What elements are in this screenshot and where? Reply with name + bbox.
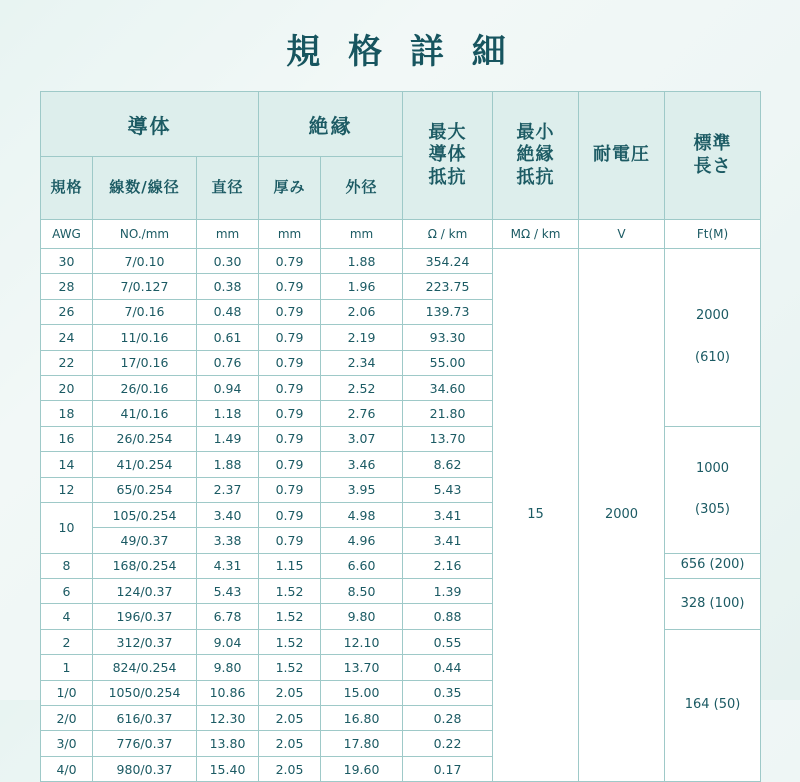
cell-thickness: 2.05 — [259, 756, 321, 781]
cell-diameter: 10.86 — [197, 680, 259, 705]
subheader-diameter: 直径 — [197, 157, 259, 220]
cell-resistance: 0.22 — [403, 731, 493, 756]
unit-no-mm: NO./mm — [93, 220, 197, 249]
cell-resistance: 3.41 — [403, 502, 493, 527]
cell-outer-diameter: 15.00 — [321, 680, 403, 705]
group-header-insulation: 絶縁 — [259, 92, 403, 157]
cell-thickness: 0.79 — [259, 502, 321, 527]
cell-thickness: 0.79 — [259, 452, 321, 477]
cell-awg: 6 — [41, 579, 93, 604]
cell-outer-diameter: 2.19 — [321, 325, 403, 350]
cell-thickness: 2.05 — [259, 680, 321, 705]
table-row — [41, 249, 761, 274]
cell-awg: 4/0 — [41, 756, 93, 781]
cell-outer-diameter: 2.06 — [321, 299, 403, 324]
cell-strands: 312/0.37 — [93, 629, 197, 654]
cell-thickness: 0.79 — [259, 528, 321, 553]
cell-strands: 824/0.254 — [93, 655, 197, 680]
cell-outer-diameter: 19.60 — [321, 756, 403, 781]
cell-awg: 14 — [41, 452, 93, 477]
cell-awg: 16 — [41, 426, 93, 451]
subheader-outer-diameter: 外径 — [321, 157, 403, 220]
cell-outer-diameter: 3.07 — [321, 426, 403, 451]
cell-resistance: 13.70 — [403, 426, 493, 451]
cell-thickness: 2.05 — [259, 731, 321, 756]
cell-strands: 49/0.37 — [93, 528, 197, 553]
cell-outer-diameter: 2.52 — [321, 375, 403, 400]
cell-awg: 2 — [41, 629, 93, 654]
cell-thickness: 0.79 — [259, 426, 321, 451]
unit-ohm-km: Ω / km — [403, 220, 493, 249]
cell-resistance: 8.62 — [403, 452, 493, 477]
cell-diameter: 1.49 — [197, 426, 259, 451]
cell-diameter: 0.48 — [197, 299, 259, 324]
cell-strands: 7/0.127 — [93, 274, 197, 299]
unit-volt: V — [579, 220, 665, 249]
header-row-units — [41, 220, 761, 249]
cell-awg: 22 — [41, 350, 93, 375]
cell-awg: 30 — [41, 249, 93, 274]
cell-resistance: 1.39 — [403, 579, 493, 604]
spec-table — [40, 91, 761, 782]
cell-standard-length: 1000 (305) — [665, 426, 761, 553]
cell-strands: 41/0.16 — [93, 401, 197, 426]
cell-awg: 26 — [41, 299, 93, 324]
cell-resistance: 2.16 — [403, 553, 493, 578]
cell-strands: 168/0.254 — [93, 553, 197, 578]
cell-awg: 28 — [41, 274, 93, 299]
cell-diameter: 12.30 — [197, 706, 259, 731]
cell-awg: 3/0 — [41, 731, 93, 756]
header-min-insulation-resistance: 最小 絶縁 抵抗 — [493, 92, 579, 220]
cell-thickness: 1.52 — [259, 629, 321, 654]
cell-diameter: 2.37 — [197, 477, 259, 502]
cell-strands: 17/0.16 — [93, 350, 197, 375]
subheader-strand-count-diameter: 線数/線径 — [93, 157, 197, 220]
table-body — [41, 249, 761, 782]
cell-awg: 18 — [41, 401, 93, 426]
cell-resistance: 93.30 — [403, 325, 493, 350]
cell-outer-diameter: 17.80 — [321, 731, 403, 756]
cell-thickness: 0.79 — [259, 325, 321, 350]
unit-awg: AWG — [41, 220, 93, 249]
cell-diameter: 0.61 — [197, 325, 259, 350]
cell-strands: 1050/0.254 — [93, 680, 197, 705]
cell-diameter: 1.18 — [197, 401, 259, 426]
cell-strands: 26/0.254 — [93, 426, 197, 451]
cell-strands: 7/0.16 — [93, 299, 197, 324]
cell-outer-diameter: 9.80 — [321, 604, 403, 629]
cell-diameter: 0.94 — [197, 375, 259, 400]
cell-resistance: 139.73 — [403, 299, 493, 324]
cell-resistance: 354.24 — [403, 249, 493, 274]
cell-thickness: 0.79 — [259, 401, 321, 426]
header-row-groups — [41, 92, 761, 157]
cell-resistance: 55.00 — [403, 350, 493, 375]
page-title: 規 格 詳 細 — [286, 32, 514, 72]
cell-strands: 776/0.37 — [93, 731, 197, 756]
cell-diameter: 9.04 — [197, 629, 259, 654]
cell-awg: 8 — [41, 553, 93, 578]
cell-resistance: 34.60 — [403, 375, 493, 400]
cell-awg: 1/0 — [41, 680, 93, 705]
cell-thickness: 0.79 — [259, 477, 321, 502]
cell-outer-diameter: 1.88 — [321, 249, 403, 274]
cell-diameter: 3.40 — [197, 502, 259, 527]
cell-resistance: 0.17 — [403, 756, 493, 781]
cell-diameter: 4.31 — [197, 553, 259, 578]
cell-outer-diameter: 3.46 — [321, 452, 403, 477]
header-standard-length: 標準 長さ — [665, 92, 761, 220]
cell-resistance: 0.55 — [403, 629, 493, 654]
unit-mm-diameter: mm — [197, 220, 259, 249]
cell-strands: 105/0.254 — [93, 502, 197, 527]
cell-outer-diameter: 12.10 — [321, 629, 403, 654]
cell-outer-diameter: 4.98 — [321, 502, 403, 527]
cell-thickness: 0.79 — [259, 274, 321, 299]
cell-resistance: 0.88 — [403, 604, 493, 629]
cell-thickness: 0.79 — [259, 375, 321, 400]
cell-thickness: 0.79 — [259, 350, 321, 375]
cell-resistance: 0.44 — [403, 655, 493, 680]
cell-thickness: 2.05 — [259, 706, 321, 731]
cell-standard-length: 656 (200) — [665, 553, 761, 578]
cell-diameter: 0.76 — [197, 350, 259, 375]
cell-diameter: 0.38 — [197, 274, 259, 299]
cell-thickness: 1.52 — [259, 579, 321, 604]
unit-mohm-km: MΩ / km — [493, 220, 579, 249]
cell-thickness: 1.15 — [259, 553, 321, 578]
cell-diameter: 15.40 — [197, 756, 259, 781]
header-withstand-voltage: 耐電圧 — [579, 92, 665, 220]
cell-awg: 4 — [41, 604, 93, 629]
cell-awg: 10 — [41, 502, 93, 553]
cell-strands: 26/0.16 — [93, 375, 197, 400]
unit-mm-thickness: mm — [259, 220, 321, 249]
cell-standard-length: 2000 (610) — [665, 249, 761, 427]
cell-outer-diameter: 3.95 — [321, 477, 403, 502]
cell-min-insulation-resistance: 15 — [493, 249, 579, 782]
cell-diameter: 3.38 — [197, 528, 259, 553]
cell-strands: 65/0.254 — [93, 477, 197, 502]
cell-strands: 124/0.37 — [93, 579, 197, 604]
cell-diameter: 6.78 — [197, 604, 259, 629]
cell-diameter: 5.43 — [197, 579, 259, 604]
cell-outer-diameter: 2.76 — [321, 401, 403, 426]
cell-outer-diameter: 2.34 — [321, 350, 403, 375]
cell-resistance: 3.41 — [403, 528, 493, 553]
cell-standard-length: 328 (100) — [665, 579, 761, 630]
cell-diameter: 9.80 — [197, 655, 259, 680]
subheader-standard: 規格 — [41, 157, 93, 220]
cell-outer-diameter: 8.50 — [321, 579, 403, 604]
cell-awg: 12 — [41, 477, 93, 502]
cell-strands: 7/0.10 — [93, 249, 197, 274]
spec-table-container — [40, 91, 760, 782]
cell-outer-diameter: 1.96 — [321, 274, 403, 299]
cell-resistance: 21.80 — [403, 401, 493, 426]
cell-resistance: 223.75 — [403, 274, 493, 299]
cell-outer-diameter: 16.80 — [321, 706, 403, 731]
cell-withstand-voltage: 2000 — [579, 249, 665, 782]
cell-resistance: 5.43 — [403, 477, 493, 502]
cell-strands: 980/0.37 — [93, 756, 197, 781]
cell-awg: 24 — [41, 325, 93, 350]
cell-awg: 2/0 — [41, 706, 93, 731]
header-max-conductor-resistance: 最大 導体 抵抗 — [403, 92, 493, 220]
unit-mm-outer: mm — [321, 220, 403, 249]
unit-ft-m: Ft(M) — [665, 220, 761, 249]
subheader-thickness: 厚み — [259, 157, 321, 220]
cell-diameter: 0.30 — [197, 249, 259, 274]
cell-strands: 196/0.37 — [93, 604, 197, 629]
cell-diameter: 13.80 — [197, 731, 259, 756]
cell-outer-diameter: 6.60 — [321, 553, 403, 578]
cell-thickness: 1.52 — [259, 604, 321, 629]
cell-standard-length: 164 (50) — [665, 629, 761, 781]
cell-strands: 11/0.16 — [93, 325, 197, 350]
cell-thickness: 0.79 — [259, 299, 321, 324]
cell-diameter: 1.88 — [197, 452, 259, 477]
cell-awg: 20 — [41, 375, 93, 400]
group-header-conductor: 導体 — [41, 92, 259, 157]
cell-outer-diameter: 4.96 — [321, 528, 403, 553]
cell-resistance: 0.28 — [403, 706, 493, 731]
table-header — [41, 92, 761, 249]
cell-awg: 1 — [41, 655, 93, 680]
cell-resistance: 0.35 — [403, 680, 493, 705]
cell-strands: 616/0.37 — [93, 706, 197, 731]
cell-strands: 41/0.254 — [93, 452, 197, 477]
cell-thickness: 1.52 — [259, 655, 321, 680]
cell-thickness: 0.79 — [259, 249, 321, 274]
cell-outer-diameter: 13.70 — [321, 655, 403, 680]
